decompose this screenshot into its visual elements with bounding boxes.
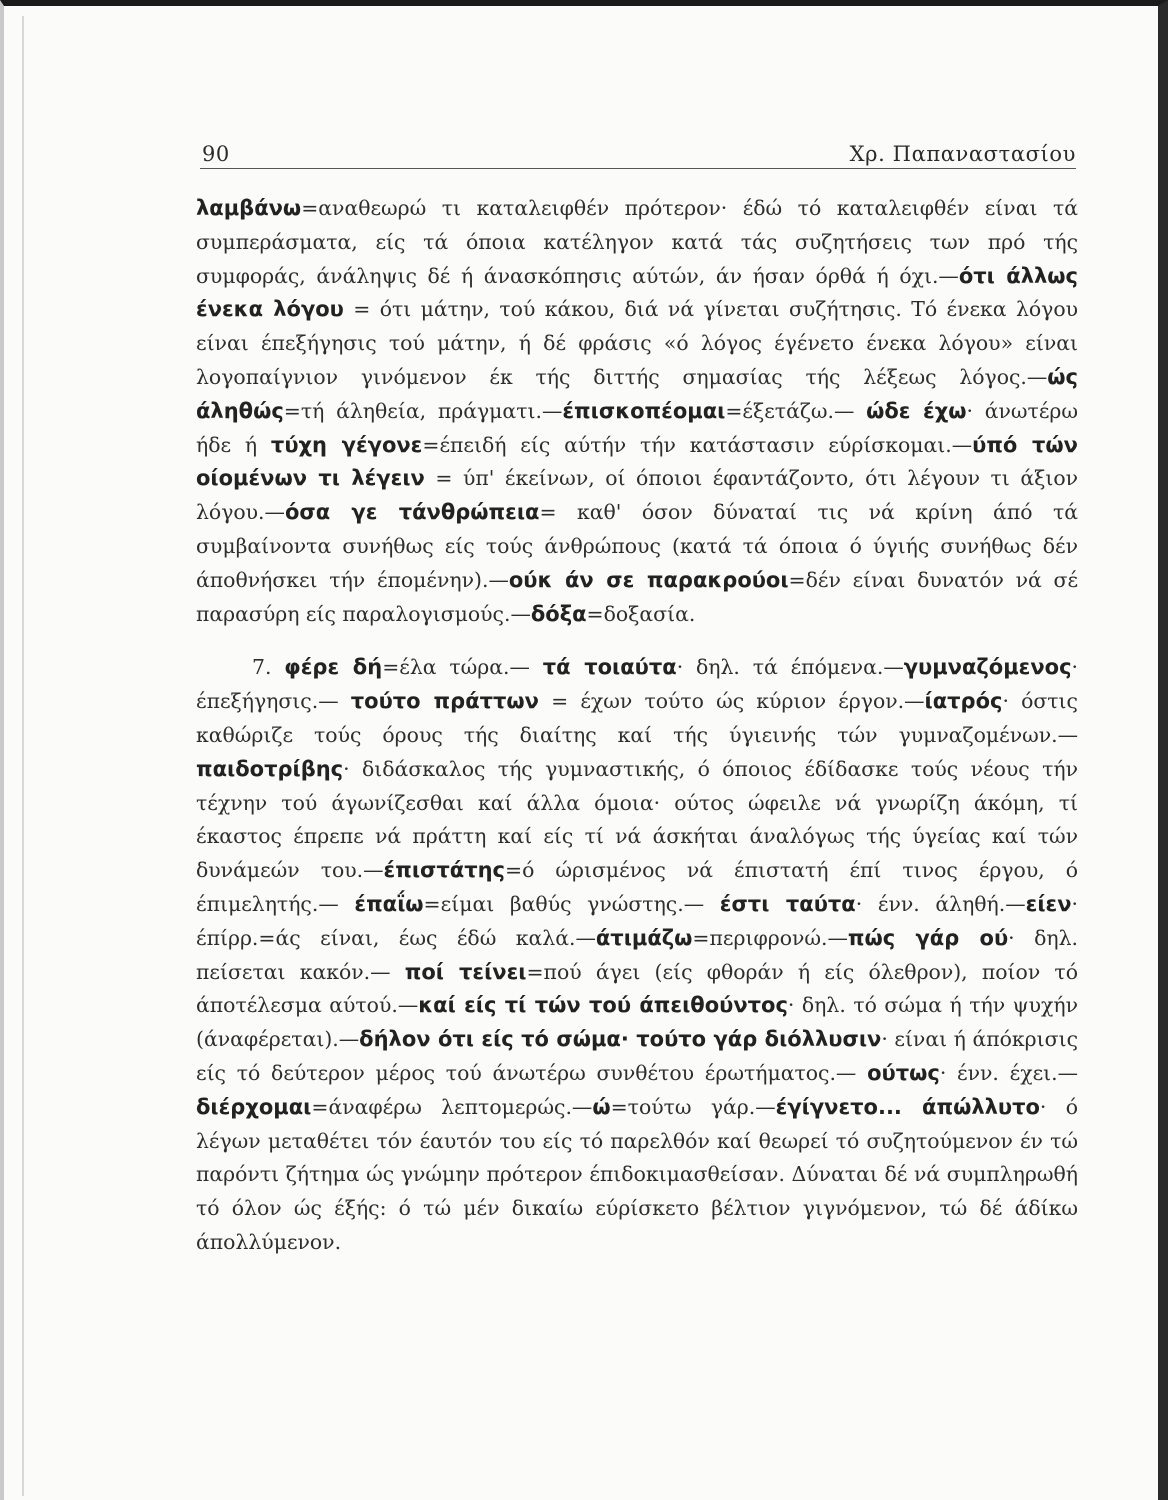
gloss-text: = ότι μάτην, τού κάκου, διά νά γίνεται συζήτησις. Τό ένεκα λόγου είναι έπεξήγησις τού μάτην, ή δέ φράσις «ό λόγος έγένετο ένεκα λόγου» είναι λογοπαίγνιον γινόμενον έκ τής διττής σημασίας τής λέξεως λόγος.— [196, 297, 1078, 389]
glossed-term: έπισκοπέομαι [562, 398, 726, 423]
gloss-text: =έξετάζω.— [725, 398, 867, 423]
glossed-term: δήλον ότι είς τό σώμα· τούτο γάρ διόλλυσιν [359, 1027, 882, 1052]
glossed-term: τά τοιαύτα [542, 655, 677, 680]
gloss-text: · έπίρρ.=άς είναι, έως έδώ καλά.— [196, 891, 1079, 950]
gloss-text: =ό ώρισμένος νά έπιστατή έπί τινος έργου, ό έπιμελητής.— [196, 858, 1079, 916]
glossed-term: όσα γε τάνθρώπεια [284, 500, 540, 525]
gloss-text: =αναθεωρώ τι καταλειφθέν πρότερον· έδώ τό καταλειφθέν είναι τά συμπεράσματα, είς τά όποια κατέληγον κατά τάς συζητήσεις των πρό τής συμφοράς, άνάληψις δέ ή άνασκόπησις αύτών, άν ήσαν όρθά ή όχι.— [196, 196, 1078, 288]
gloss-text: = ύπ' έκείνων, οί όποιοι έφαντάζοντο, ότι λέγουν τι άξιον λόγου.— [196, 466, 1078, 525]
glossed-term: ποί τείνει [404, 959, 527, 984]
glossed-term: ούκ άν σε παρακρούοι [508, 567, 789, 592]
gloss-text: · ό λέγων μεταθέτει τόν έαυτόν του είς τό παρελθόν καί θεωρεί τό συζητούμενον έν τώ παρόντι ζήτημα ώς γνώμην πρότερον έπιδοκιμασθείσαν. Δύναται δέ νά συμπληρωθή τό όλον ώς έξής: ό τώ μέν δικαίω εύρίσκετο βέλτιον γιγνόμενον, τώ δέ άδίκω άπολλύμενον. [196, 1094, 1078, 1254]
glossed-term: έπαΐω [354, 891, 424, 916]
gloss-text: =έπειδή είς αύτήν τήν κατάστασιν εύρίσκομαι.— [422, 432, 973, 457]
gloss-text: =άναφέρω λεπτομερώς.— [311, 1094, 593, 1119]
glossed-term: έστι ταύτα [719, 891, 856, 916]
glossed-term: πώς γάρ ού [847, 925, 1009, 950]
page-header [200, 140, 1076, 169]
gloss-text: =δέν είναι δυνατόν νά σέ παρασύρη είς παραλογισμούς.— [196, 567, 1079, 626]
glossed-term: ώ [592, 1094, 611, 1119]
gloss-text: =δοξασία. [586, 601, 696, 626]
gloss-text: · όστις καθώριζε τούς όρους τής διαίτης καί τής ύγιεινής τών γυμναζομένων.— [196, 689, 1078, 747]
gloss-text: · έπεξήγησις.— [196, 655, 1079, 714]
glossed-term: ότι άλλως ένεκα λόγου [196, 263, 1078, 322]
section-number: 7. [252, 655, 285, 680]
gloss-text: · δηλ. τά έπόμενα.— [676, 655, 904, 680]
gloss-text: = καθ' όσον δύναταί τις νά κρίνη άπό τά συμβαίνοντα συνήθως είς τούς άνθρώπους (κατά τά όποια ό ύγιής συνήθως δέν άποθνήσκει τήν έπομένην).— [196, 500, 1078, 592]
gloss-text: · είναι ή άπόκρισις είς τό δεύτερον μέρος τού άνωτέρω συνθέτου έρωτήματος.— [196, 1027, 1078, 1085]
glossed-term: τούτο πράττων [350, 689, 539, 714]
glossed-term: λαμβάνω [196, 196, 302, 220]
glossed-term: ίατρός [924, 689, 1003, 714]
glossed-term: άτιμάζω [595, 925, 693, 950]
glossed-term: ούτως [867, 1060, 940, 1085]
glossed-term: ώς άληθώς [196, 364, 1078, 423]
gloss-text: · δηλ. πείσεται κακόν.— [196, 925, 1078, 984]
glossed-term: ώδε έχω [866, 398, 967, 423]
page-number: 90 [202, 142, 230, 166]
glossed-term: έπιστάτης [383, 858, 505, 883]
gloss-text: · άνωτέρω ήδε ή [196, 398, 1079, 457]
glossed-term: ύπό τών οίομένων τι λέγειν [196, 432, 1078, 491]
glossed-term: δόξα [530, 601, 587, 626]
gloss-text: · διδάσκαλος τής γυμναστικής, ό όποιος έδίδασκε τούς νέους τήν τέχνην τού άγωνίζεσθαι καί άλλα όμοια· ούτος ώφειλε νά γνωρίζη άκόμη, τί έκαστος έπρεπε νά πράττη καί είς τί νά άσκήται άναλόγως τής ύγείας καί τών δυνάμεών του.— [196, 756, 1078, 883]
commentary-paragraph-2 [196, 651, 1078, 1259]
glossed-term: έγίγνετο... άπώλλυτο [775, 1094, 1040, 1119]
glossed-term: τύχη γέγονε [270, 432, 423, 457]
commentary-text [196, 192, 1078, 1260]
gloss-text: · ένν. έχει.— [939, 1060, 1078, 1085]
gloss-text: =είμαι βαθύς γνώστης.— [423, 891, 720, 916]
gloss-text: =τή άληθεία, πράγματι.— [283, 398, 563, 423]
page-edge-shadow [22, 16, 24, 1496]
glossed-term: καί είς τί τών τού άπειθούντος [418, 993, 788, 1018]
gloss-text: =έλα τώρα.— [382, 655, 543, 680]
glossed-term: φέρε δή [284, 655, 383, 680]
glossed-term: γυμναζόμενος [903, 655, 1072, 680]
gloss-text: · δηλ. τό σώμα ή τήν ψυχήν (άναφέρεται).— [196, 993, 1078, 1052]
commentary-paragraph-1 [196, 192, 1078, 631]
gloss-text: =τούτω γάρ.— [610, 1094, 776, 1119]
gloss-text: = έχων τούτο ώς κύριον έργον.— [538, 689, 925, 714]
gloss-text: =πού άγει (είς φθοράν ή είς όλεθρον), ποίον τό άποτέλεσμα αύτού.— [196, 959, 1078, 1018]
glossed-term: διέρχομαι [196, 1094, 312, 1119]
glossed-term: παιδοτρίβης [196, 756, 344, 781]
running-head-author: Χρ. Παπαναστασίου [849, 142, 1076, 166]
gloss-text: =περιφρονώ.— [692, 925, 848, 950]
glossed-term: είεν [1025, 891, 1072, 916]
gloss-text: · ένν. άληθή.— [855, 891, 1026, 916]
